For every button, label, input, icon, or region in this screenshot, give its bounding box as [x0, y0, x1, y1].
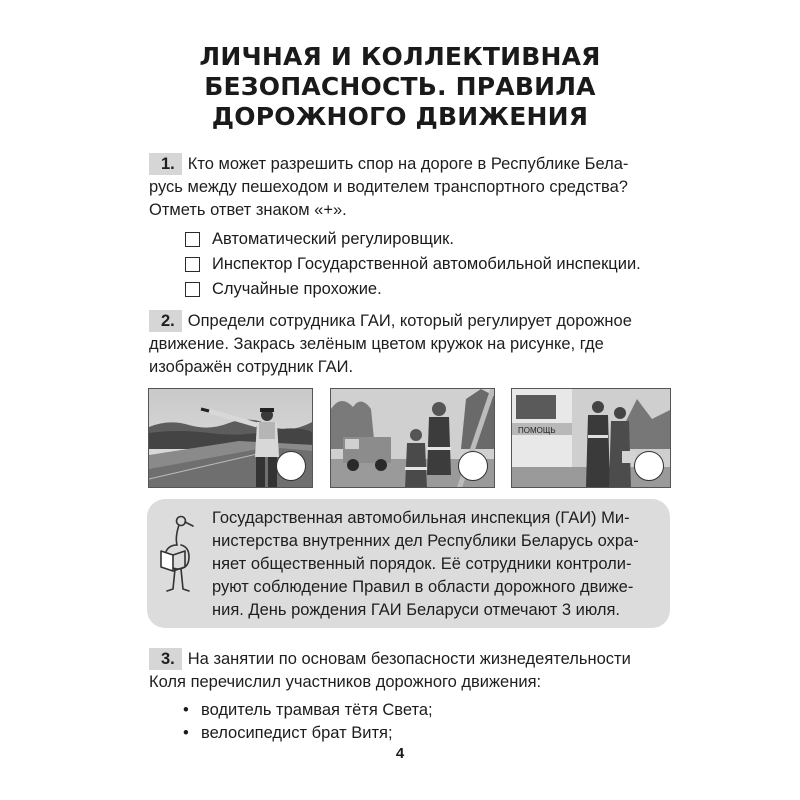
- answer-options: [185, 227, 641, 302]
- checkbox[interactable]: [185, 232, 200, 247]
- answer-option[interactable]: [185, 252, 641, 277]
- info-text-line: Государственная автомобильная инспекция (ГАИ) Ми-: [212, 509, 630, 527]
- task-3: [149, 648, 679, 694]
- task-text: Отметь ответ знаком «+».: [149, 201, 347, 219]
- task-2: [149, 310, 679, 379]
- list-item-text: водитель трамвая тётя Света;: [201, 701, 433, 719]
- page-number: 4: [395, 745, 405, 762]
- info-text-line: няет общественный порядок. Её сотрудники контроли-: [212, 555, 632, 573]
- firefighters-photo: [330, 388, 495, 488]
- info-text-line: ния. День рождения ГАИ Беларуси отмечают 3 июля.: [212, 601, 620, 619]
- answer-option[interactable]: [185, 277, 641, 302]
- page-title-line: ДОРОЖНОГО ДВИЖЕНИЯ: [211, 102, 589, 131]
- task-text: русь между пешеходом и водителем транспортного средства?: [149, 178, 628, 196]
- task-text: движение. Закрась зелёным цветом кружок на рисунке, где: [149, 335, 604, 353]
- page-title: [0, 42, 800, 132]
- page-title-line: ЛИЧНАЯ И КОЛЛЕКТИВНАЯ: [199, 42, 601, 71]
- answer-option-label: Автоматический регулировщик.: [212, 230, 454, 248]
- page-title-line: БЕЗОПАСНОСТЬ. ПРАВИЛА: [204, 72, 596, 101]
- info-text-line: руют соблюдение Правил в области дорожного движе-: [212, 578, 634, 596]
- task-text: Кто может разрешить спор на дороге в Республике Бела-: [187, 155, 629, 173]
- bullet-marker: •: [183, 724, 189, 742]
- task-text: Коля перечислил участников дорожного движения:: [149, 673, 542, 691]
- answer-option-label: Случайные прохожие.: [212, 280, 382, 298]
- answer-circle[interactable]: [458, 451, 488, 481]
- bullet-marker: •: [183, 701, 189, 719]
- answer-circle[interactable]: [276, 451, 306, 481]
- checkbox[interactable]: [185, 257, 200, 272]
- task-number-badge: 2.: [149, 310, 182, 332]
- answer-option-label: Инспектор Государственной автомобильной инспекции.: [212, 255, 641, 273]
- traffic-officer-photo: [148, 388, 313, 488]
- bullet-list: [183, 699, 433, 745]
- ambulance-lettering: ПОМОЩЬ: [518, 426, 556, 435]
- task-text: На занятии по основам безопасности жизнедеятельности: [187, 650, 631, 668]
- info-box: [147, 499, 670, 628]
- task-text: изображён сотрудник ГАИ.: [149, 358, 354, 376]
- task-1: [149, 153, 679, 222]
- task-number-badge: 3.: [149, 648, 182, 670]
- list-item: [183, 722, 433, 745]
- task-number-badge: 1.: [149, 153, 182, 175]
- task-text: Определи сотрудника ГАИ, который регулирует дорожное: [187, 312, 632, 330]
- list-item-text: велосипедист брат Витя;: [201, 724, 393, 742]
- info-text: [212, 507, 662, 622]
- answer-option[interactable]: [185, 227, 641, 252]
- paramedics-photo: [511, 388, 671, 488]
- info-text-line: нистерства внутренних дел Республики Беларусь охра-: [212, 532, 639, 550]
- list-item: [183, 699, 433, 722]
- checkbox[interactable]: [185, 282, 200, 297]
- stork-reading-icon: [157, 515, 199, 595]
- answer-circle[interactable]: [634, 451, 664, 481]
